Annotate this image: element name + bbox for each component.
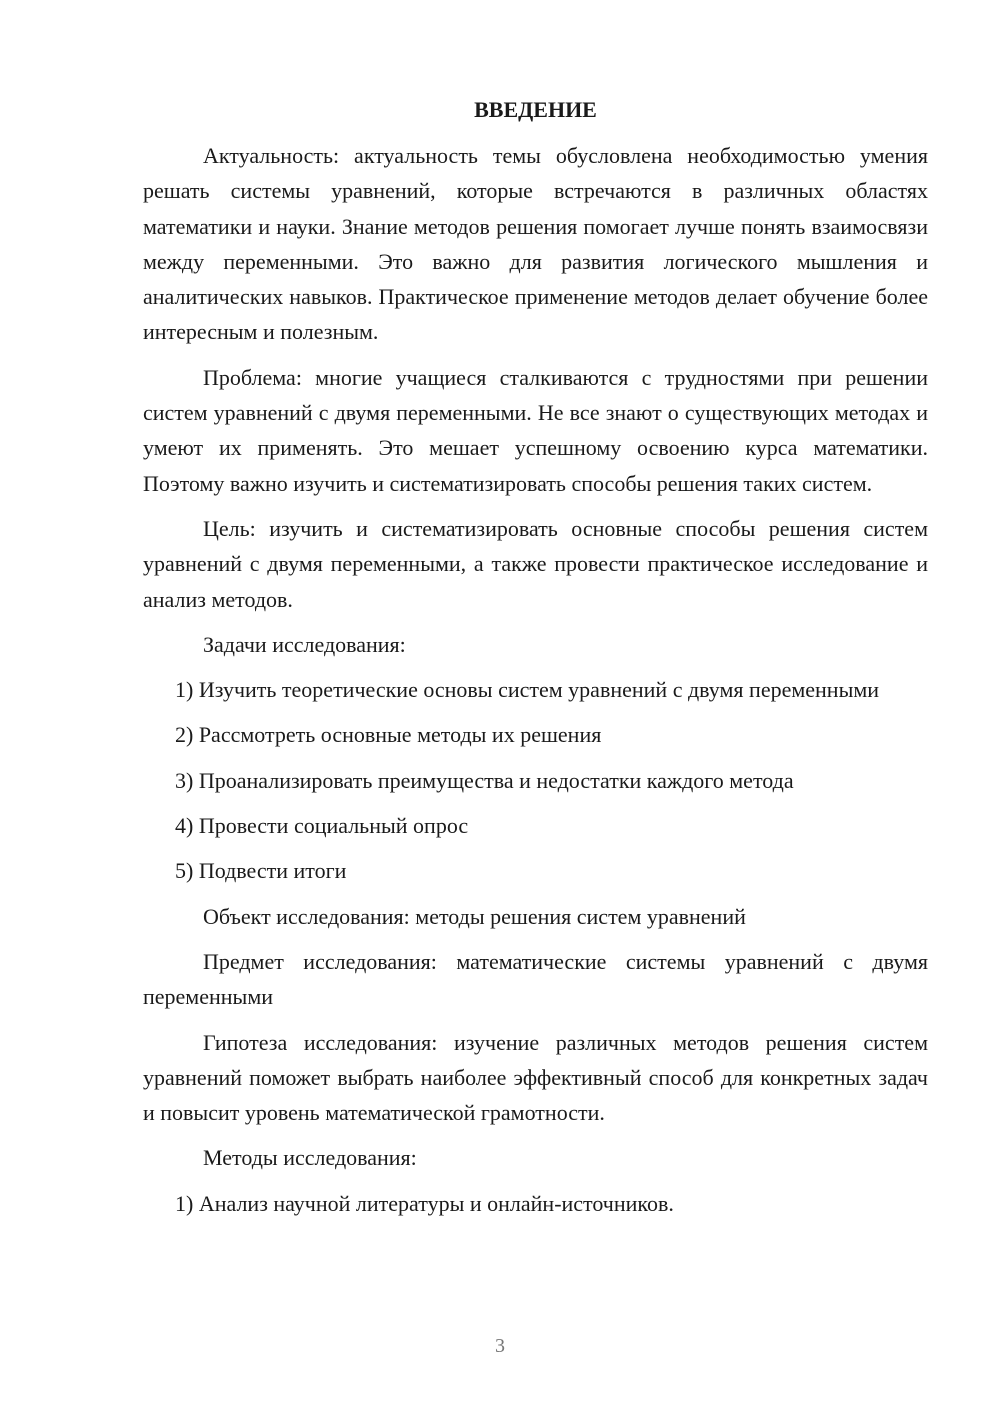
- document-page: [143, 92, 928, 1221]
- task-item-5: 5) Подвести итоги: [175, 858, 347, 884]
- task-item-1: 1) Изучить теоретические основы систем уравнений с двумя переменными: [175, 677, 880, 703]
- hypothesis-paragraph: Гипотеза исследования: изучение различных методов решения систем уравнений поможет выбрать наиболее эффективный способ для конкретных задач и повысит уровень математической грамотности.: [143, 1029, 928, 1126]
- method-item-1: 1) Анализ научной литературы и онлайн-источников.: [175, 1190, 674, 1216]
- task-item-4: 4) Провести социальный опрос: [175, 813, 469, 839]
- problem-paragraph: Проблема: многие учащиеся сталкиваются с трудностями при решении систем уравнений с двумя переменными. Не все знают о существующих методах и умеют их применять. Это мешает успешному освоению курса математики. Поэтому важно изучить и систематизировать способы решения таких систем.: [143, 364, 928, 496]
- task-item-3: 3) Проанализировать преимущества и недостатки каждого метода: [175, 767, 794, 793]
- task-item-2: 2) Рассмотреть основные методы их решения: [175, 722, 602, 748]
- object-paragraph: Объект исследования: методы решения систем уравнений: [203, 903, 746, 929]
- section-title: ВВЕДЕНИЕ: [474, 97, 597, 122]
- methods-heading: Методы исследования:: [203, 1145, 417, 1171]
- subject-paragraph: Предмет исследования: математические системы уравнений с двумя переменными: [143, 948, 928, 1010]
- tasks-heading: Задачи исследования:: [203, 631, 406, 657]
- page-number: 3: [495, 1335, 505, 1357]
- relevance-paragraph: Актуальность: актуальность темы обусловлена необходимостью умения решать системы уравнений, которые встречаются в различных областях математики и науки. Знание методов решения помогает лучше понять взаимосвязи между переменными. Это важно для развития логического мышления и аналитических навыков. Практическое применение методов делает обучение более интересным и полезным.: [143, 143, 928, 345]
- goal-paragraph: Цель: изучить и систематизировать основные способы решения систем уравнений с двумя переменными, а также провести практическое исследование и анализ методов.: [143, 515, 928, 612]
